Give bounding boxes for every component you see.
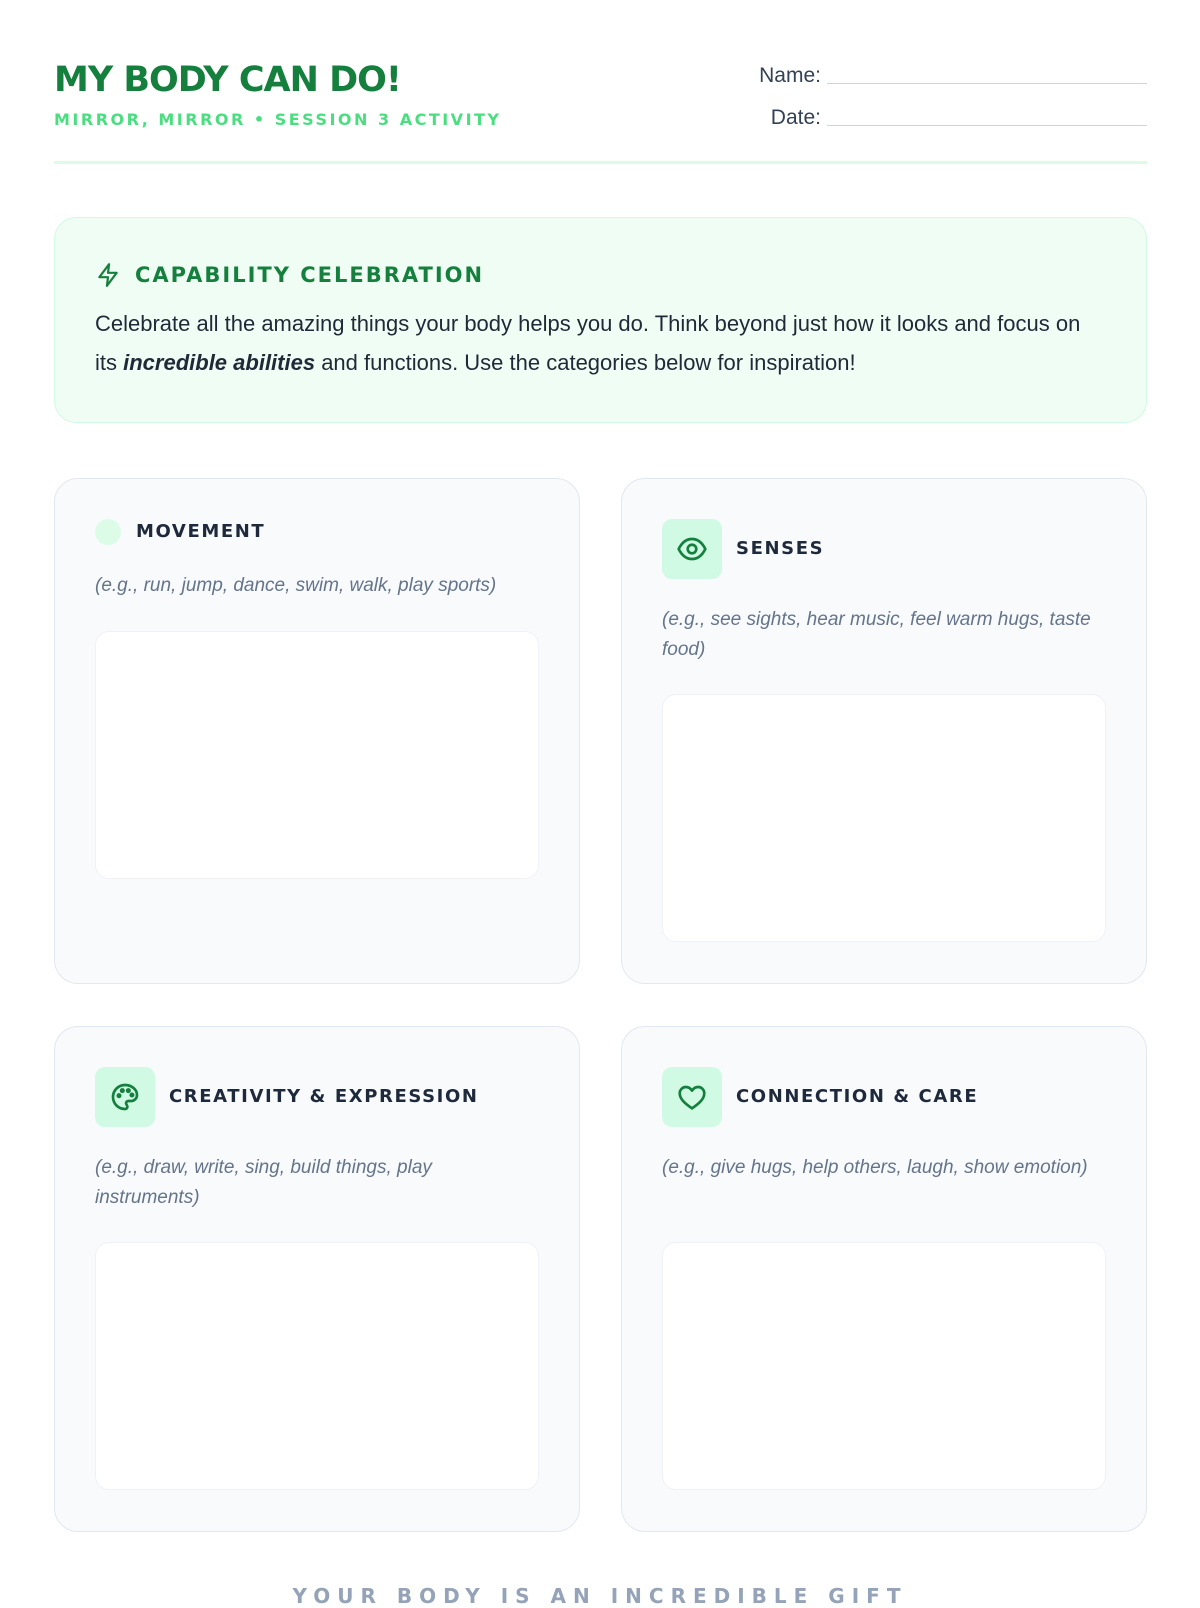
category-card-creativity <box>54 1026 580 1532</box>
category-examples: (e.g., give hugs, help others, laugh, show emotion) <box>662 1157 1088 1178</box>
eye-icon <box>662 519 722 579</box>
worksheet-header <box>54 56 1147 164</box>
date-line[interactable] <box>827 125 1147 126</box>
category-examples: (e.g., run, jump, dance, swim, walk, play sports) <box>95 575 497 596</box>
intro-text-emphasis: incredible abilities <box>123 350 316 375</box>
lightning-icon <box>95 262 121 288</box>
category-title: SENSES <box>736 538 825 559</box>
intro-text <box>95 304 1105 382</box>
category-card-senses <box>621 478 1147 984</box>
footer-tagline: YOUR BODY IS AN INCREDIBLE GIFT <box>292 1584 908 1608</box>
intro-panel <box>54 217 1147 423</box>
dot-icon <box>95 519 121 545</box>
answer-box-creativity[interactable] <box>95 1242 539 1490</box>
palette-icon <box>95 1067 155 1127</box>
date-label: Date: <box>770 106 821 129</box>
category-examples: (e.g., draw, write, sing, build things, play instruments) <box>95 1157 432 1208</box>
intro-text-end: and functions. Use the categories below for inspiration! <box>315 350 856 375</box>
intro-title: CAPABILITY CELEBRATION <box>135 263 485 287</box>
category-card-connection <box>621 1026 1147 1532</box>
answer-box-senses[interactable] <box>662 694 1106 942</box>
category-title: CREATIVITY & EXPRESSION <box>169 1086 479 1107</box>
category-title: CONNECTION & CARE <box>736 1086 979 1107</box>
page-subtitle: MIRROR, MIRROR • SESSION 3 ACTIVITY <box>54 110 502 129</box>
heart-icon <box>662 1067 722 1127</box>
name-field[interactable] <box>727 60 1147 90</box>
date-field[interactable] <box>727 102 1147 132</box>
intro-text-start: Celebrate all the amazing things your body helps you do. Think beyond just how it looks and focus on its <box>95 311 1081 375</box>
category-title: MOVEMENT <box>136 521 266 542</box>
category-examples: (e.g., see sights, hear music, feel warm hugs, taste food) <box>662 609 1091 660</box>
category-card-movement <box>54 478 580 984</box>
answer-box-movement[interactable] <box>95 631 539 879</box>
answer-box-connection[interactable] <box>662 1242 1106 1490</box>
name-label: Name: <box>759 64 821 87</box>
page-title: MY BODY CAN DO! <box>54 60 401 100</box>
name-line[interactable] <box>827 83 1147 84</box>
